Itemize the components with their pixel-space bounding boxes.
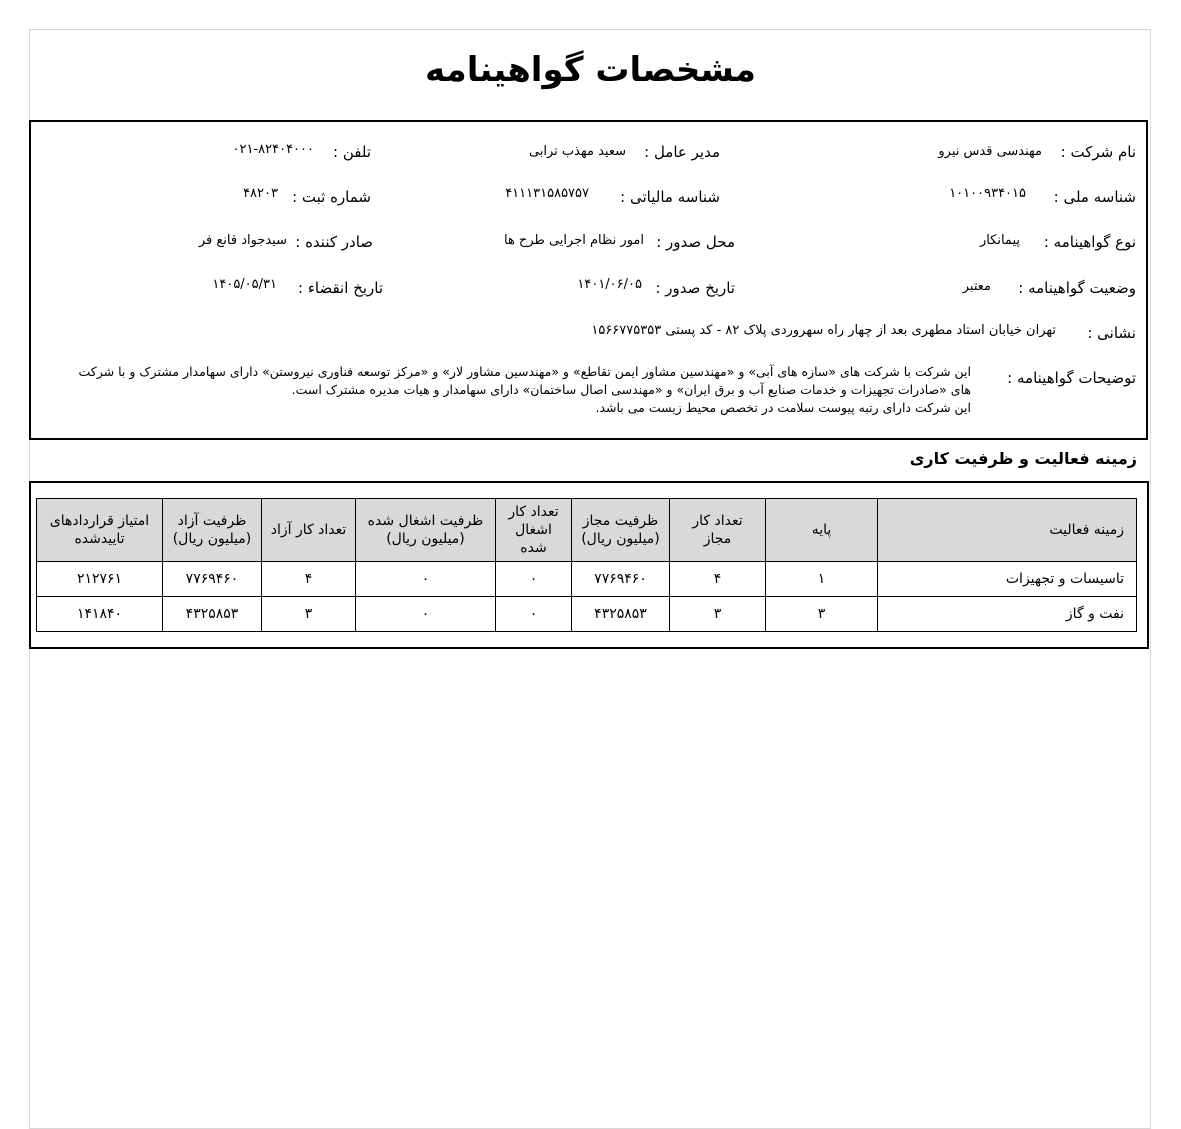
certificate-info-box <box>29 120 1148 440</box>
header-free-capacity: ظرفیت آزاد (میلیون ریال) <box>163 499 262 562</box>
description-label: توضیحات گواهینامه : <box>1007 369 1136 387</box>
company-name-label: نام شرکت : <box>1060 143 1136 161</box>
header-activity-field: زمینه فعالیت <box>878 499 1137 562</box>
issue-place-value: امور نظام اجرایی طرح ها <box>503 233 644 248</box>
expiry-label: تاریخ انقضاء : <box>298 279 383 297</box>
cell-allowed-capacity: ۷۷۶۹۴۶۰ <box>572 562 670 597</box>
header-allowed-count: تعداد کار مجاز <box>670 499 766 562</box>
manager-value: سعید مهذب ترابی <box>528 144 626 159</box>
company-name-value: مهندسی قدس نیرو <box>938 144 1042 159</box>
tax-id-label: شناسه مالیاتی : <box>620 188 720 206</box>
header-grade: پایه <box>766 499 878 562</box>
header-free-count: تعداد کار آزاد <box>262 499 356 562</box>
cert-type-label: نوع گواهینامه : <box>1043 233 1136 251</box>
cell-grade: ۱ <box>766 562 878 597</box>
issue-date-label: تاریخ صدور : <box>655 279 735 297</box>
description-line: این شرکت با شرکت های «سازه های آبی» و «مهندسین مشاور ایمن تقاطع» و «مهندسین مشاور لار» و «مرکز توسعه فناوری نیروستن» دارای سهامدار مشترک و با شرکت <box>78 364 971 379</box>
table-row <box>37 597 1137 632</box>
cert-type-value: پیمانکار <box>979 233 1020 248</box>
header-occupied-capacity: ظرفیت اشغال شده (میلیون ریال) <box>356 499 496 562</box>
description-line: این شرکت دارای رتبه پیوست سلامت در تخصص محیط زیست می باشد. <box>595 400 971 415</box>
phone-label: تلفن : <box>333 143 371 161</box>
description-text <box>69 363 971 417</box>
cell-occupied-count: ۰ <box>496 597 572 632</box>
tax-id-value: ۴۱۱۱۳۱۵۸۵۷۵۷ <box>505 186 589 201</box>
section-title: زمینه فعالیت و ظرفیت کاری <box>909 449 1137 468</box>
status-label: وضعیت گواهینامه : <box>1018 279 1136 297</box>
cell-free-capacity: ۷۷۶۹۴۶۰ <box>163 562 262 597</box>
issue-place-label: محل صدور : <box>656 233 735 251</box>
cell-approved-score: ۲۱۲۷۶۱ <box>37 562 163 597</box>
cell-free-count: ۳ <box>262 597 356 632</box>
table-header-row <box>37 499 1137 562</box>
cell-free-count: ۴ <box>262 562 356 597</box>
header-occupied-count: تعداد کار اشغال شده <box>496 499 572 562</box>
cell-occupied-capacity: ۰ <box>356 562 496 597</box>
cell-allowed-capacity: ۴۳۲۵۸۵۳ <box>572 597 670 632</box>
activity-table-box <box>29 481 1149 649</box>
activity-table <box>36 498 1137 632</box>
national-id-value: ۱۰۱۰۰۹۳۴۰۱۵ <box>949 186 1026 201</box>
address-value: تهران خیابان استاد مطهری بعد از چهار راه سهروردی پلاک ۸۲ - کد پستی ۱۵۶۶۷۷۵۳۵۳ <box>591 323 1056 338</box>
reg-no-value: ۴۸۲۰۳ <box>243 186 278 201</box>
expiry-value: ۱۴۰۵/۰۵/۳۱ <box>212 277 277 292</box>
reg-no-label: شماره ثبت : <box>292 188 371 206</box>
issue-date-value: ۱۴۰۱/۰۶/۰۵ <box>577 277 642 292</box>
table-row <box>37 562 1137 597</box>
description-line: های «صادرات تجهیزات و خدمات صنایع آب و برق ایران» و «مهندسی اصال ساختمان» دارای سهامدار و هیات مدیره مشترک است. <box>291 382 971 397</box>
phone-value: ۰۲۱-۸۲۴۰۴۰۰۰ <box>232 142 314 157</box>
header-approved-score: امتیاز قراردادهای تاییدشده <box>37 499 163 562</box>
manager-label: مدیر عامل : <box>644 143 720 161</box>
cell-activity-field: نفت و گاز <box>878 597 1137 632</box>
header-allowed-capacity: ظرفیت مجاز (میلیون ریال) <box>572 499 670 562</box>
issuer-value: سیدجواد قانع فر <box>198 233 287 248</box>
cell-allowed-count: ۳ <box>670 597 766 632</box>
issuer-label: صادر کننده : <box>295 233 373 251</box>
address-label: نشانی : <box>1087 324 1136 342</box>
cell-free-capacity: ۴۳۲۵۸۵۳ <box>163 597 262 632</box>
cell-approved-score: ۱۴۱۸۴۰ <box>37 597 163 632</box>
cell-occupied-capacity: ۰ <box>356 597 496 632</box>
national-id-label: شناسه ملی : <box>1053 188 1136 206</box>
cell-activity-field: تاسیسات و تجهیزات <box>878 562 1137 597</box>
cell-occupied-count: ۰ <box>496 562 572 597</box>
status-value: معتبر <box>962 279 991 294</box>
cell-grade: ۳ <box>766 597 878 632</box>
cell-allowed-count: ۴ <box>670 562 766 597</box>
page-title: مشخصات گواهینامه <box>425 50 756 90</box>
